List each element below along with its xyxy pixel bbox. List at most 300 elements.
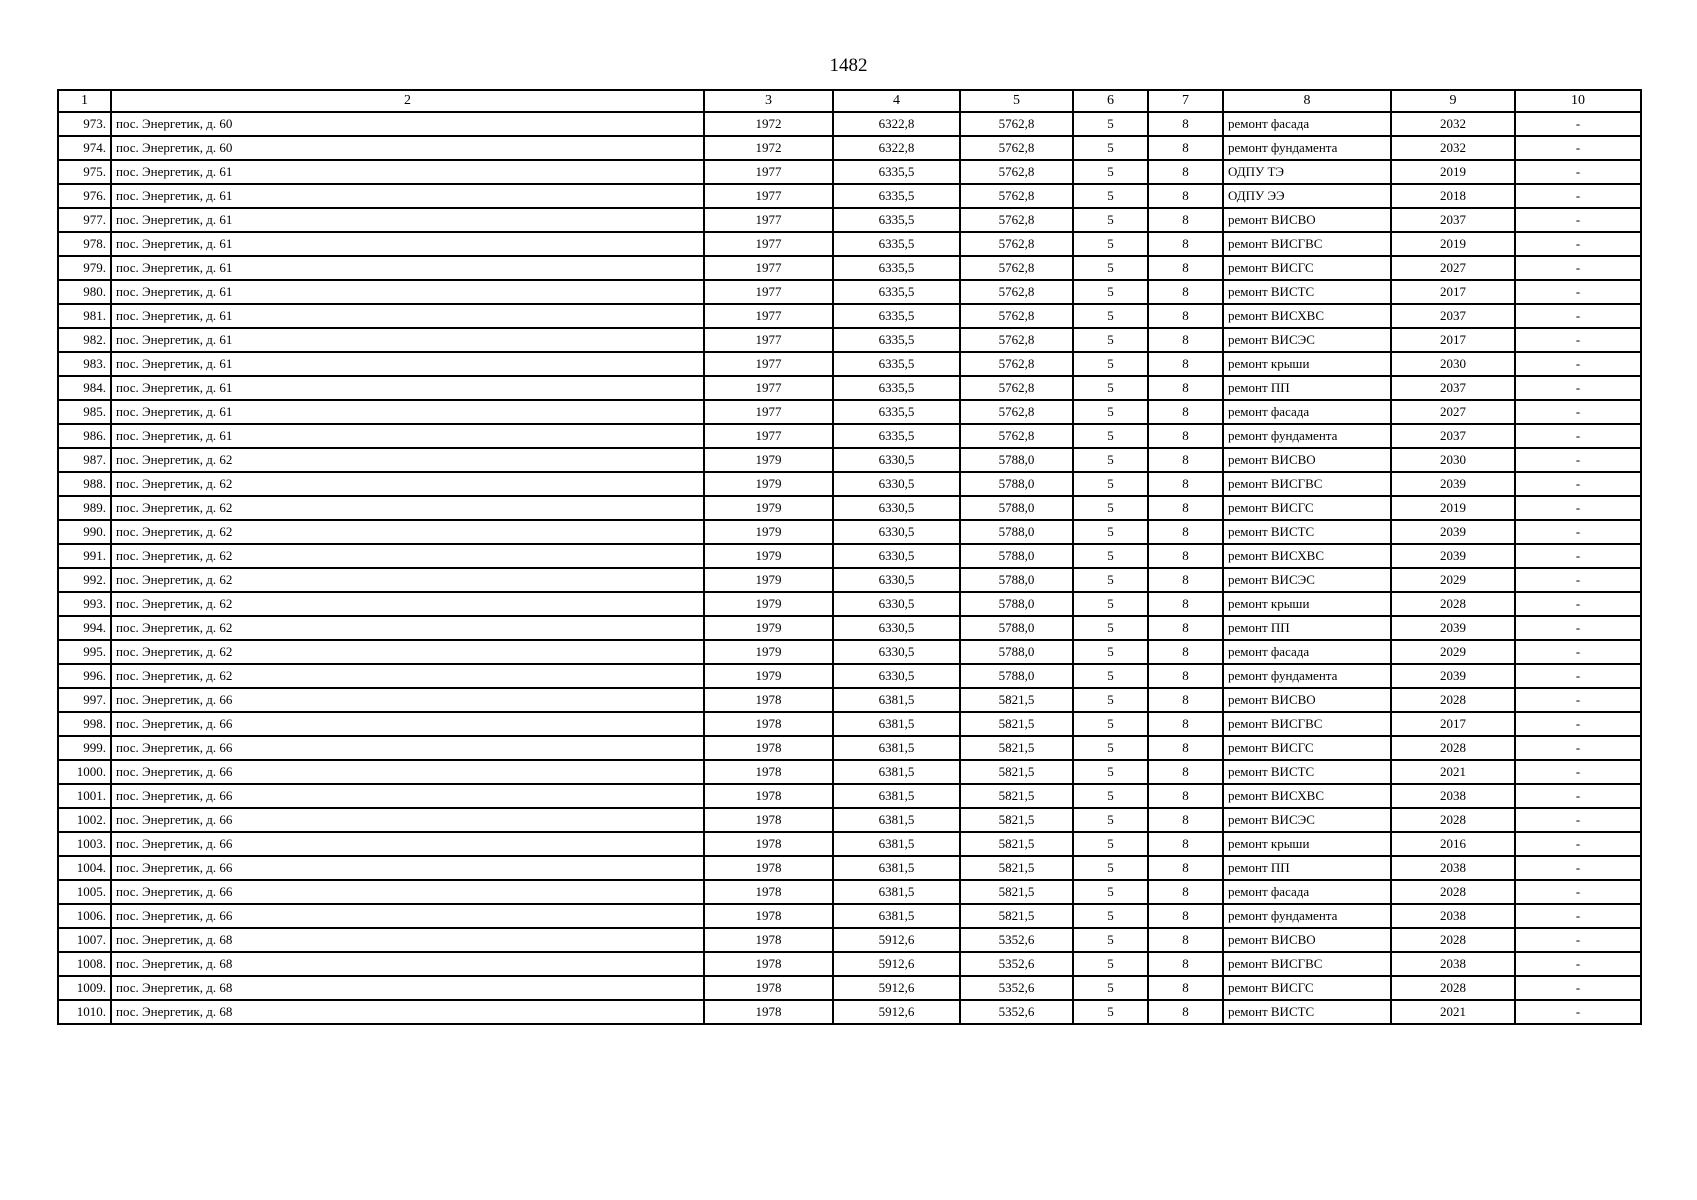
page-number: 1482 — [829, 55, 868, 76]
address-cell: пос. Энергетик, д. 61 — [111, 232, 704, 256]
row-number: 1004. — [58, 856, 111, 880]
floors-cell: 5 — [1073, 880, 1148, 904]
year-built-cell: 1977 — [704, 424, 833, 448]
year-built-cell: 1979 — [704, 544, 833, 568]
living-area-cell: 5821,5 — [960, 880, 1073, 904]
note-cell: - — [1515, 544, 1641, 568]
note-cell: - — [1515, 184, 1641, 208]
planned-year-cell: 2019 — [1391, 160, 1515, 184]
work-type-cell: ремонт ВИСГС — [1223, 976, 1391, 1000]
floors-cell: 5 — [1073, 328, 1148, 352]
work-type-cell: ремонт ВИСТС — [1223, 760, 1391, 784]
row-number: 998. — [58, 712, 111, 736]
living-area-cell: 5762,8 — [960, 376, 1073, 400]
row-number: 1009. — [58, 976, 111, 1000]
table-row — [58, 904, 1641, 928]
floors-cell: 5 — [1073, 616, 1148, 640]
apartments-cell: 8 — [1148, 880, 1223, 904]
table-row — [58, 592, 1641, 616]
work-type-cell: ремонт ВИСТС — [1223, 520, 1391, 544]
row-number: 991. — [58, 544, 111, 568]
living-area-cell: 5352,6 — [960, 1000, 1073, 1024]
table-row — [58, 136, 1641, 160]
planned-year-cell: 2039 — [1391, 520, 1515, 544]
address-cell: пос. Энергетик, д. 60 — [111, 112, 704, 136]
total-area-cell: 6330,5 — [833, 448, 960, 472]
year-built-cell: 1978 — [704, 808, 833, 832]
row-number: 985. — [58, 400, 111, 424]
apartments-cell: 8 — [1148, 688, 1223, 712]
living-area-cell: 5762,8 — [960, 112, 1073, 136]
floors-cell: 5 — [1073, 112, 1148, 136]
work-type-cell: ремонт ВИСЭС — [1223, 808, 1391, 832]
address-cell: пос. Энергетик, д. 66 — [111, 784, 704, 808]
floors-cell: 5 — [1073, 256, 1148, 280]
work-type-cell: ремонт ВИСТС — [1223, 280, 1391, 304]
table-row — [58, 712, 1641, 736]
living-area-cell: 5821,5 — [960, 904, 1073, 928]
table-row — [58, 208, 1641, 232]
address-cell: пос. Энергетик, д. 60 — [111, 136, 704, 160]
work-type-cell: ремонт ВИСТС — [1223, 1000, 1391, 1024]
planned-year-cell: 2016 — [1391, 832, 1515, 856]
planned-year-cell: 2037 — [1391, 376, 1515, 400]
note-cell: - — [1515, 376, 1641, 400]
table-row — [58, 496, 1641, 520]
apartments-cell: 8 — [1148, 424, 1223, 448]
planned-year-cell: 2028 — [1391, 688, 1515, 712]
floors-cell: 5 — [1073, 496, 1148, 520]
living-area-cell: 5788,0 — [960, 472, 1073, 496]
total-area-cell: 6335,5 — [833, 280, 960, 304]
table-row — [58, 736, 1641, 760]
note-cell: - — [1515, 352, 1641, 376]
work-type-cell: ремонт ВИСГС — [1223, 496, 1391, 520]
year-built-cell: 1977 — [704, 256, 833, 280]
year-built-cell: 1979 — [704, 616, 833, 640]
table-row — [58, 352, 1641, 376]
table-row — [58, 880, 1641, 904]
row-number: 992. — [58, 568, 111, 592]
floors-cell: 5 — [1073, 592, 1148, 616]
planned-year-cell: 2038 — [1391, 856, 1515, 880]
row-number: 987. — [58, 448, 111, 472]
note-cell: - — [1515, 640, 1641, 664]
total-area-cell: 6330,5 — [833, 568, 960, 592]
floors-cell: 5 — [1073, 736, 1148, 760]
note-cell: - — [1515, 112, 1641, 136]
address-cell: пос. Энергетик, д. 68 — [111, 952, 704, 976]
row-number: 1006. — [58, 904, 111, 928]
address-cell: пос. Энергетик, д. 66 — [111, 736, 704, 760]
total-area-cell: 6381,5 — [833, 856, 960, 880]
year-built-cell: 1977 — [704, 376, 833, 400]
floors-cell: 5 — [1073, 448, 1148, 472]
note-cell: - — [1515, 736, 1641, 760]
apartments-cell: 8 — [1148, 616, 1223, 640]
address-cell: пос. Энергетик, д. 66 — [111, 856, 704, 880]
planned-year-cell: 2032 — [1391, 136, 1515, 160]
living-area-cell: 5821,5 — [960, 688, 1073, 712]
year-built-cell: 1978 — [704, 952, 833, 976]
apartments-cell: 8 — [1148, 496, 1223, 520]
work-type-cell: ремонт фундамента — [1223, 136, 1391, 160]
apartments-cell: 8 — [1148, 904, 1223, 928]
row-number: 1003. — [58, 832, 111, 856]
work-type-cell: ремонт ПП — [1223, 856, 1391, 880]
address-cell: пос. Энергетик, д. 61 — [111, 304, 704, 328]
year-built-cell: 1978 — [704, 904, 833, 928]
planned-year-cell: 2032 — [1391, 112, 1515, 136]
living-area-cell: 5788,0 — [960, 520, 1073, 544]
living-area-cell: 5821,5 — [960, 712, 1073, 736]
living-area-cell: 5762,8 — [960, 328, 1073, 352]
table-row — [58, 424, 1641, 448]
living-area-cell: 5762,8 — [960, 400, 1073, 424]
address-cell: пос. Энергетик, д. 61 — [111, 400, 704, 424]
living-area-cell: 5762,8 — [960, 208, 1073, 232]
planned-year-cell: 2017 — [1391, 280, 1515, 304]
address-cell: пос. Энергетик, д. 61 — [111, 376, 704, 400]
address-cell: пос. Энергетик, д. 66 — [111, 688, 704, 712]
work-type-cell: ремонт фасада — [1223, 400, 1391, 424]
year-built-cell: 1978 — [704, 760, 833, 784]
planned-year-cell: 2027 — [1391, 400, 1515, 424]
total-area-cell: 6335,5 — [833, 184, 960, 208]
total-area-cell: 5912,6 — [833, 928, 960, 952]
year-built-cell: 1978 — [704, 856, 833, 880]
year-built-cell: 1977 — [704, 400, 833, 424]
table-row — [58, 544, 1641, 568]
note-cell: - — [1515, 664, 1641, 688]
floors-cell: 5 — [1073, 136, 1148, 160]
table-row — [58, 376, 1641, 400]
year-built-cell: 1978 — [704, 736, 833, 760]
planned-year-cell: 2039 — [1391, 472, 1515, 496]
table-row — [58, 688, 1641, 712]
total-area-cell: 6381,5 — [833, 688, 960, 712]
address-cell: пос. Энергетик, д. 61 — [111, 208, 704, 232]
living-area-cell: 5762,8 — [960, 136, 1073, 160]
address-cell: пос. Энергетик, д. 61 — [111, 256, 704, 280]
row-number: 981. — [58, 304, 111, 328]
living-area-cell: 5821,5 — [960, 832, 1073, 856]
apartments-cell: 8 — [1148, 160, 1223, 184]
floors-cell: 5 — [1073, 352, 1148, 376]
row-number: 974. — [58, 136, 111, 160]
floors-cell: 5 — [1073, 376, 1148, 400]
address-cell: пос. Энергетик, д. 62 — [111, 472, 704, 496]
apartments-cell: 8 — [1148, 256, 1223, 280]
floors-cell: 5 — [1073, 400, 1148, 424]
planned-year-cell: 2028 — [1391, 880, 1515, 904]
table-row — [58, 784, 1641, 808]
living-area-cell: 5352,6 — [960, 976, 1073, 1000]
apartments-cell: 8 — [1148, 856, 1223, 880]
row-number: 973. — [58, 112, 111, 136]
year-built-cell: 1978 — [704, 712, 833, 736]
total-area-cell: 6381,5 — [833, 736, 960, 760]
apartments-cell: 8 — [1148, 304, 1223, 328]
row-number: 1000. — [58, 760, 111, 784]
note-cell: - — [1515, 856, 1641, 880]
row-number: 984. — [58, 376, 111, 400]
floors-cell: 5 — [1073, 1000, 1148, 1024]
work-type-cell: ремонт ВИСЭС — [1223, 328, 1391, 352]
apartments-cell: 8 — [1148, 784, 1223, 808]
apartments-cell: 8 — [1148, 1000, 1223, 1024]
year-built-cell: 1978 — [704, 976, 833, 1000]
year-built-cell: 1979 — [704, 496, 833, 520]
total-area-cell: 6381,5 — [833, 808, 960, 832]
note-cell: - — [1515, 328, 1641, 352]
year-built-cell: 1979 — [704, 568, 833, 592]
apartments-cell: 8 — [1148, 736, 1223, 760]
work-type-cell: ремонт фасада — [1223, 880, 1391, 904]
total-area-cell: 6335,5 — [833, 208, 960, 232]
apartments-cell: 8 — [1148, 952, 1223, 976]
floors-cell: 5 — [1073, 832, 1148, 856]
living-area-cell: 5762,8 — [960, 184, 1073, 208]
apartments-cell: 8 — [1148, 376, 1223, 400]
apartments-cell: 8 — [1148, 208, 1223, 232]
note-cell: - — [1515, 688, 1641, 712]
row-number: 983. — [58, 352, 111, 376]
address-cell: пос. Энергетик, д. 61 — [111, 184, 704, 208]
work-type-cell: ОДПУ ТЭ — [1223, 160, 1391, 184]
work-type-cell: ремонт ПП — [1223, 616, 1391, 640]
column-header: 8 — [1223, 90, 1391, 112]
table-row — [58, 280, 1641, 304]
year-built-cell: 1979 — [704, 448, 833, 472]
planned-year-cell: 2028 — [1391, 592, 1515, 616]
note-cell: - — [1515, 496, 1641, 520]
total-area-cell: 6330,5 — [833, 496, 960, 520]
year-built-cell: 1978 — [704, 688, 833, 712]
address-cell: пос. Энергетик, д. 61 — [111, 352, 704, 376]
living-area-cell: 5821,5 — [960, 784, 1073, 808]
row-number: 1010. — [58, 1000, 111, 1024]
total-area-cell: 6381,5 — [833, 784, 960, 808]
year-built-cell: 1977 — [704, 304, 833, 328]
table-row — [58, 952, 1641, 976]
table-body — [58, 112, 1641, 1024]
planned-year-cell: 2021 — [1391, 760, 1515, 784]
year-built-cell: 1978 — [704, 880, 833, 904]
living-area-cell: 5821,5 — [960, 856, 1073, 880]
table-row — [58, 160, 1641, 184]
table-row — [58, 304, 1641, 328]
table-row — [58, 568, 1641, 592]
address-cell: пос. Энергетик, д. 62 — [111, 544, 704, 568]
address-cell: пос. Энергетик, д. 61 — [111, 328, 704, 352]
address-cell: пос. Энергетик, д. 61 — [111, 280, 704, 304]
note-cell: - — [1515, 280, 1641, 304]
floors-cell: 5 — [1073, 784, 1148, 808]
note-cell: - — [1515, 784, 1641, 808]
address-cell: пос. Энергетик, д. 61 — [111, 424, 704, 448]
floors-cell: 5 — [1073, 928, 1148, 952]
living-area-cell: 5352,6 — [960, 952, 1073, 976]
total-area-cell: 6335,5 — [833, 424, 960, 448]
row-number: 1001. — [58, 784, 111, 808]
planned-year-cell: 2029 — [1391, 568, 1515, 592]
planned-year-cell: 2018 — [1391, 184, 1515, 208]
note-cell: - — [1515, 520, 1641, 544]
work-type-cell: ремонт фундамента — [1223, 904, 1391, 928]
year-built-cell: 1979 — [704, 640, 833, 664]
note-cell: - — [1515, 232, 1641, 256]
work-type-cell: ремонт ВИСЭС — [1223, 568, 1391, 592]
note-cell: - — [1515, 592, 1641, 616]
year-built-cell: 1977 — [704, 232, 833, 256]
note-cell: - — [1515, 256, 1641, 280]
apartments-cell: 8 — [1148, 808, 1223, 832]
total-area-cell: 6381,5 — [833, 712, 960, 736]
note-cell: - — [1515, 976, 1641, 1000]
row-number: 980. — [58, 280, 111, 304]
row-number: 975. — [58, 160, 111, 184]
row-number: 999. — [58, 736, 111, 760]
work-type-cell: ремонт крыши — [1223, 832, 1391, 856]
total-area-cell: 6330,5 — [833, 664, 960, 688]
apartments-cell: 8 — [1148, 664, 1223, 688]
row-number: 994. — [58, 616, 111, 640]
total-area-cell: 6330,5 — [833, 544, 960, 568]
apartments-cell: 8 — [1148, 544, 1223, 568]
planned-year-cell: 2037 — [1391, 208, 1515, 232]
floors-cell: 5 — [1073, 688, 1148, 712]
address-cell: пос. Энергетик, д. 62 — [111, 616, 704, 640]
note-cell: - — [1515, 952, 1641, 976]
planned-year-cell: 2038 — [1391, 904, 1515, 928]
living-area-cell: 5788,0 — [960, 640, 1073, 664]
total-area-cell: 6330,5 — [833, 592, 960, 616]
address-cell: пос. Энергетик, д. 62 — [111, 664, 704, 688]
note-cell: - — [1515, 616, 1641, 640]
note-cell: - — [1515, 712, 1641, 736]
total-area-cell: 6330,5 — [833, 520, 960, 544]
work-type-cell: ремонт ВИСГС — [1223, 736, 1391, 760]
apartments-cell: 8 — [1148, 592, 1223, 616]
work-type-cell: ремонт фундамента — [1223, 424, 1391, 448]
year-built-cell: 1977 — [704, 208, 833, 232]
floors-cell: 5 — [1073, 952, 1148, 976]
planned-year-cell: 2038 — [1391, 784, 1515, 808]
apartments-cell: 8 — [1148, 328, 1223, 352]
year-built-cell: 1977 — [704, 352, 833, 376]
address-cell: пос. Энергетик, д. 62 — [111, 496, 704, 520]
row-number: 977. — [58, 208, 111, 232]
year-built-cell: 1977 — [704, 328, 833, 352]
floors-cell: 5 — [1073, 544, 1148, 568]
note-cell: - — [1515, 880, 1641, 904]
row-number: 976. — [58, 184, 111, 208]
living-area-cell: 5762,8 — [960, 424, 1073, 448]
living-area-cell: 5821,5 — [960, 736, 1073, 760]
address-cell: пос. Энергетик, д. 68 — [111, 1000, 704, 1024]
row-number: 979. — [58, 256, 111, 280]
table-row — [58, 472, 1641, 496]
row-number: 996. — [58, 664, 111, 688]
total-area-cell: 6335,5 — [833, 376, 960, 400]
year-built-cell: 1972 — [704, 112, 833, 136]
living-area-cell: 5821,5 — [960, 760, 1073, 784]
column-header: 4 — [833, 90, 960, 112]
year-built-cell: 1977 — [704, 280, 833, 304]
table-row — [58, 448, 1641, 472]
table-row — [58, 976, 1641, 1000]
work-type-cell: ремонт крыши — [1223, 352, 1391, 376]
address-cell: пос. Энергетик, д. 62 — [111, 592, 704, 616]
note-cell: - — [1515, 136, 1641, 160]
address-cell: пос. Энергетик, д. 66 — [111, 904, 704, 928]
work-type-cell: ремонт ВИСХВС — [1223, 544, 1391, 568]
total-area-cell: 6335,5 — [833, 304, 960, 328]
planned-year-cell: 2028 — [1391, 808, 1515, 832]
planned-year-cell: 2039 — [1391, 664, 1515, 688]
address-cell: пос. Энергетик, д. 62 — [111, 448, 704, 472]
living-area-cell: 5821,5 — [960, 808, 1073, 832]
total-area-cell: 6381,5 — [833, 760, 960, 784]
year-built-cell: 1977 — [704, 184, 833, 208]
row-number: 986. — [58, 424, 111, 448]
column-header: 1 — [58, 90, 111, 112]
work-type-cell: ремонт ВИСВО — [1223, 208, 1391, 232]
apartments-cell: 8 — [1148, 184, 1223, 208]
total-area-cell: 6322,8 — [833, 112, 960, 136]
planned-year-cell: 2019 — [1391, 232, 1515, 256]
year-built-cell: 1979 — [704, 520, 833, 544]
note-cell: - — [1515, 760, 1641, 784]
year-built-cell: 1979 — [704, 664, 833, 688]
living-area-cell: 5788,0 — [960, 592, 1073, 616]
floors-cell: 5 — [1073, 304, 1148, 328]
year-built-cell: 1972 — [704, 136, 833, 160]
planned-year-cell: 2038 — [1391, 952, 1515, 976]
work-type-cell: ремонт ВИСВО — [1223, 928, 1391, 952]
apartments-cell: 8 — [1148, 640, 1223, 664]
floors-cell: 5 — [1073, 424, 1148, 448]
apartments-cell: 8 — [1148, 136, 1223, 160]
table-row — [58, 832, 1641, 856]
living-area-cell: 5352,6 — [960, 928, 1073, 952]
work-type-cell: ремонт фасада — [1223, 112, 1391, 136]
year-built-cell: 1978 — [704, 832, 833, 856]
note-cell: - — [1515, 448, 1641, 472]
work-type-cell: ремонт крыши — [1223, 592, 1391, 616]
work-type-cell: ремонт ВИСВО — [1223, 448, 1391, 472]
note-cell: - — [1515, 304, 1641, 328]
work-type-cell: ремонт ПП — [1223, 376, 1391, 400]
apartments-cell: 8 — [1148, 928, 1223, 952]
address-cell: пос. Энергетик, д. 66 — [111, 832, 704, 856]
planned-year-cell: 2021 — [1391, 1000, 1515, 1024]
total-area-cell: 6330,5 — [833, 472, 960, 496]
table-row — [58, 256, 1641, 280]
note-cell: - — [1515, 400, 1641, 424]
row-number: 1007. — [58, 928, 111, 952]
note-cell: - — [1515, 928, 1641, 952]
table-row — [58, 856, 1641, 880]
living-area-cell: 5762,8 — [960, 232, 1073, 256]
work-type-cell: ремонт ВИСГВС — [1223, 472, 1391, 496]
floors-cell: 5 — [1073, 184, 1148, 208]
work-type-cell: ремонт ВИСГС — [1223, 256, 1391, 280]
table-row — [58, 328, 1641, 352]
total-area-cell: 6335,5 — [833, 328, 960, 352]
row-number: 995. — [58, 640, 111, 664]
